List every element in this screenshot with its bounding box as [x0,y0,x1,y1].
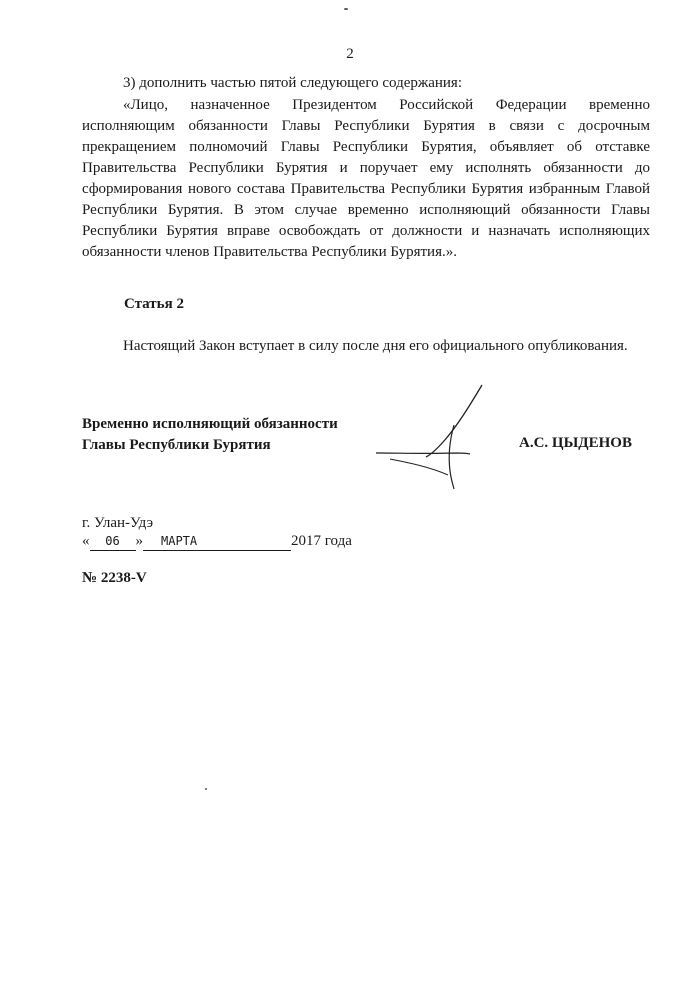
signer-title-line-1: Временно исполняющий обязанности [82,416,338,432]
law-number: № 2238-V [82,570,147,586]
signer-title-line-2: Главы Республики Бурятия [82,437,271,453]
handwritten-signature [370,383,500,493]
page-number: 2 [346,46,354,62]
signer-title [82,414,338,456]
scan-speck [344,8,348,10]
place-of-signing: г. Улан-Удэ [82,515,154,531]
signing-date [82,531,352,552]
effective-date-paragraph: Настоящий Закон вступает в силу после дня его официального опубликования. [123,338,628,354]
amendment-item-line: 3) дополнить частью пятой следующего содержания: [123,75,463,91]
date-year: 2017 года [291,533,352,549]
date-close-quote: » [135,533,143,549]
date-open-quote: « [82,533,90,549]
article-heading: Статья 2 [124,296,184,312]
date-month-field: МАРТА [143,533,291,551]
signer-name: А.С. ЦЫДЕНОВ [519,435,632,451]
amendment-quoted-text: «Лицо, назначенное Президентом Российской Федерации временно исполняющим обязанности Главы Республики Бурятия в связи с досрочным прекращением полномочий Главы Республики Бурятия, объявляет об отставке Правительства Республики Бурятия и поручает ему исполнять обязанности до сформирования нового состава Правительства Республики Бурятия избранным Главой Республики Бурятия. В этом случае временно исполняющий обязанности Главы Республики Бурятия вправе освобождать от должности и назначать исполняющих обязанности членов Правительства Республики Бурятия.». [82,97,650,260]
date-day-field: 06 [90,533,136,551]
scan-speck [205,788,207,790]
